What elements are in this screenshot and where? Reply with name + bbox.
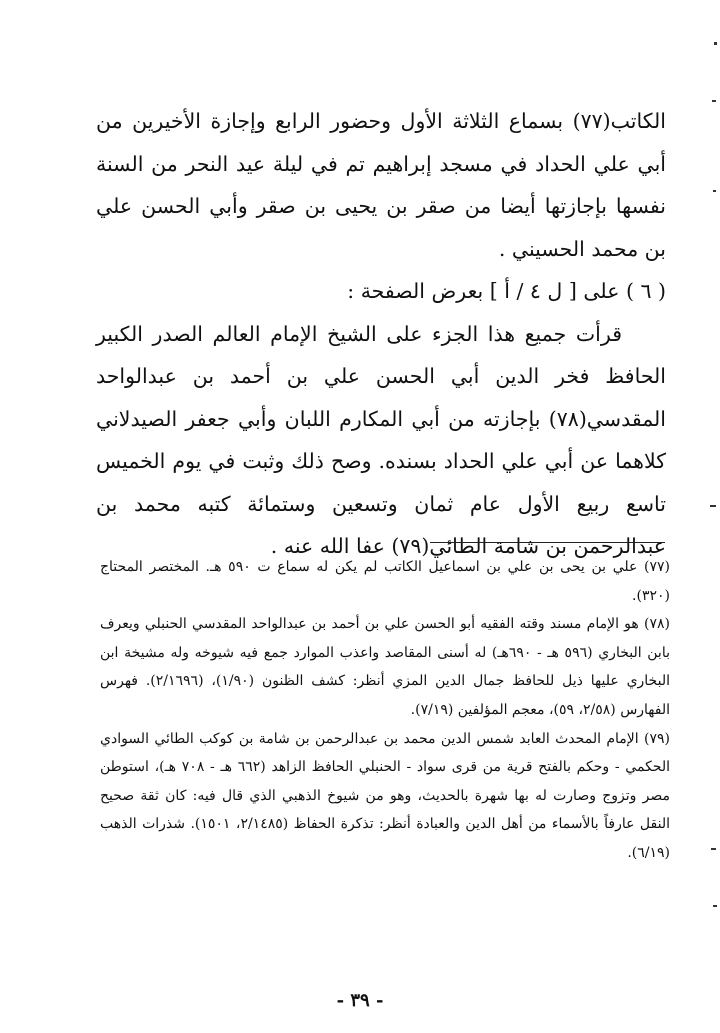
- footnote-78: (٧٨) هو الإمام مسند وقته الفقيه أبو الحسن علي بن أحمد بن عبدالواحد المقدسي الحنبلي ويعرف بابن البخاري (٥٩٦ هـ - ٦٩٠هـ) له أسنى المقاصد واعذب الموارد جمع فيه شيوخه وله مشيخة ابن البخاري عليها ذيل للحافظ جمال الدين المزي أنظر: كشف الظنون (١/٩٠)، (٢/١٦٩٦). فهرس الفهارس (٢/٥٨، ٥٩)، معجم المؤلفين (٧/١٩).: [100, 616, 670, 718]
- page-number: - ٣٩ -: [336, 990, 384, 1011]
- scan-edge-mark: [714, 42, 717, 45]
- paragraph-reading-certificate: قرأت جميع هذا الجزء على الشيخ الإمام العالم الصدر الكبير الحافظ فخر الدين أبي الحسن علي بن أحمد بن عبدالواحد المقدسي(٧٨) بإجازته من أبي المكارم اللبان وأبي جعفر الصيدلاني كلاهما عن أبي علي الحداد بسنده. وصح ذلك وثبت في يوم الخميس تاسع ربيع الأول عام ثمان وتسعين وستمائة كتبه محمد بن عبدالرحمن بن شامة الطائي(٧٩) عفا الله عنه .: [96, 321, 666, 558]
- main-text: [96, 100, 666, 568]
- footnote-separator: [430, 542, 665, 543]
- scan-edge-mark: [712, 100, 716, 102]
- section-heading: ( ٦ ) على [ ل ٤ / أ ] بعرض الصفحة :: [347, 279, 666, 303]
- scan-edge-mark: [711, 848, 716, 850]
- scan-edge-mark: [713, 905, 717, 907]
- scan-edge-mark: [713, 190, 716, 192]
- footnote-77: (٧٧) علي بن يحى بن علي بن اسماعيل الكاتب لم يكن له سماع ت ٥٩٠ هـ. المختصر المحتاج (٣٢٠).: [100, 559, 671, 604]
- footnote-79: (٧٩) الإمام المحدث العابد شمس الدين محمد بن عبدالرحمن بن شامة بن كوكب الطائي السوادي الحكمي - وحكم بالفتح قرية من قرى سواد - الحنبلي الحافظ الزاهد (٦٦٢ هـ - ٧٠٨ هـ)، استوطن مصر وتزوج وصارت له بها شهرة بالحديث، وهو من شيوخ الذهبي الذي قال فيه: كان ثقة صحيح النقل عارفاً بالأسماء من أهل الدين والعبادة أنظر: تذكرة الحفاظ (٢/١٤٨٥، ١٥٠١). شذرات الذهب (٦/١٩).: [100, 730, 670, 861]
- footnotes: [100, 553, 670, 868]
- paragraph-colophon-continuation: الكاتب(٧٧) بسماع الثلاثة الأول وحضور الرابع وإجازة الأخيرين من أبي علي الحداد في مسجد إبراهيم تم في ليلة عيد النحر من السنة نفسها بإجازتها أيضا من صقر بن يحيى بن صقر وأبي الحسن علي بن محمد الحسيني .: [96, 109, 666, 261]
- scan-edge-mark: [710, 505, 716, 507]
